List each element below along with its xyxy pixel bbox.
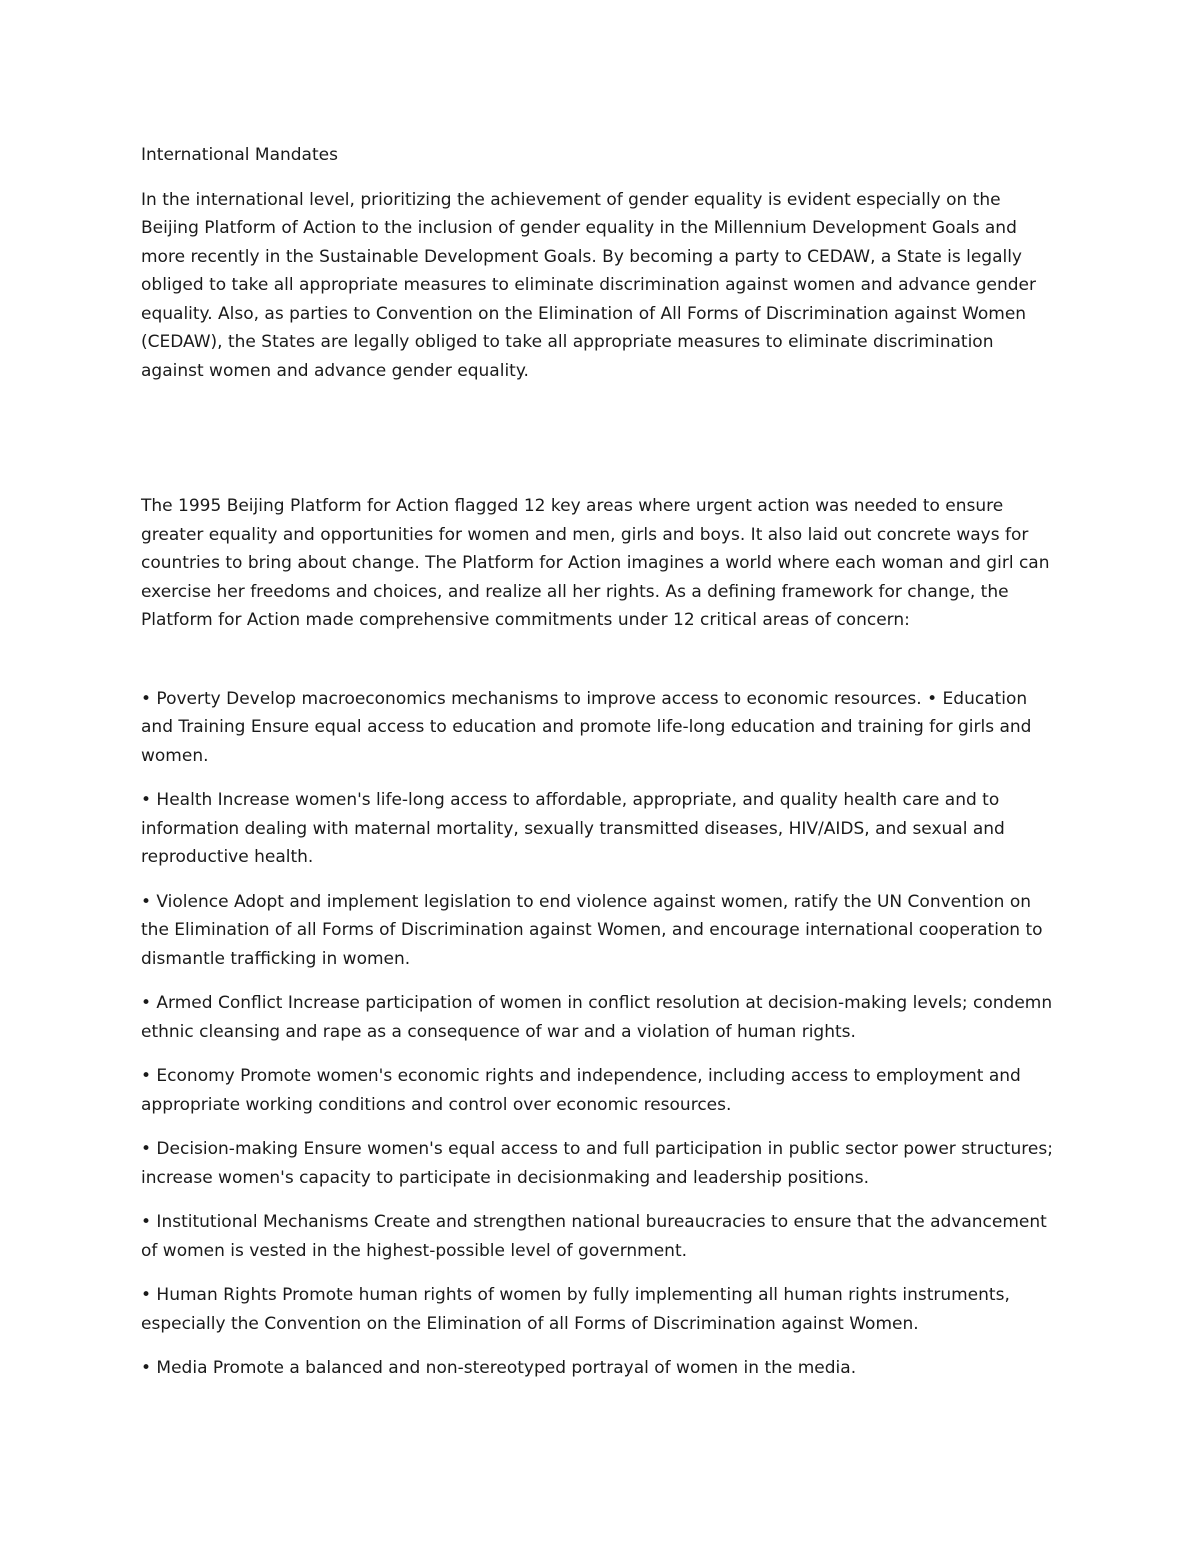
bullet-economy: • Economy Promote women's economic rights and independence, including access to employment and appropriate working conditions and control over economic resources.: [141, 1066, 1021, 1115]
bullet-violence: • Violence Adopt and implement legislation to end violence against women, ratify the UN Convention on the Elimination of all Forms of Discrimination against Women, and encourage international cooperation to dismantle trafficking in women.: [141, 891, 1043, 969]
bullet-institutional-mechanisms: • Institutional Mechanisms Create and strengthen national bureaucracies to ensure that the advancement of women is vested in the highest-possible level of government.: [141, 1212, 1047, 1261]
intro-paragraph: In the international level, prioritizing the achievement of gender equality is evident especially on the Beijing Platform of Action to the inclusion of gender equality in the Millennium Development Goals and more recently in the Sustainable Development Goals. By becoming a party to CEDAW, a State is legally obliged to take all appropriate measures to eliminate discrimination against women and advance gender equality. Also, as parties to Convention on the Elimination of All Forms of Discrimination against Women (CEDAW), the States are legally obliged to take all appropriate measures to eliminate discrimination against women and advance gender equality.: [141, 189, 1036, 381]
beijing-paragraph: The 1995 Beijing Platform for Action flagged 12 key areas where urgent action was needed to ensure greater equality and opportunities for women and men, girls and boys. It also laid out concrete ways for countries to bring about change. The Platform for Action imagines a world where each woman and girl can exercise her freedoms and choices, and realize all her rights. As a defining framework for change, the Platform for Action made comprehensive commitments under 12 critical areas of concern:: [141, 496, 1050, 630]
bullet-armed-conflict: • Armed Conflict Increase participation of women in conflict resolution at decision-making levels; condemn ethnic cleansing and rape as a consequence of war and a violation of human rights.: [141, 993, 1053, 1042]
bullet-human-rights: • Human Rights Promote human rights of women by fully implementing all human rights instruments, especially the Convention on the Elimination of all Forms of Discrimination against Women.: [141, 1285, 1010, 1334]
document-page: [141, 141, 1061, 1399]
bullet-health: • Health Increase women's life-long access to affordable, appropriate, and quality health care and to information dealing with maternal mortality, sexually transmitted diseases, HIV/AIDS, and sexual and reproductive health.: [141, 790, 1005, 867]
document-title: International Mandates: [141, 145, 338, 165]
bullet-poverty-education: • Poverty Develop macroeconomics mechanisms to improve access to economic resources. • Education and Training Ensure equal access to education and promote life-long education and training for girls and women.: [141, 688, 1032, 766]
bullet-media: • Media Promote a balanced and non-stereotyped portrayal of women in the media.: [141, 1358, 857, 1378]
bullet-decision-making: • Decision-making Ensure women's equal access to and full participation in public sector power structures; increase women's capacity to participate in decisionmaking and leadership positions.: [141, 1139, 1053, 1188]
